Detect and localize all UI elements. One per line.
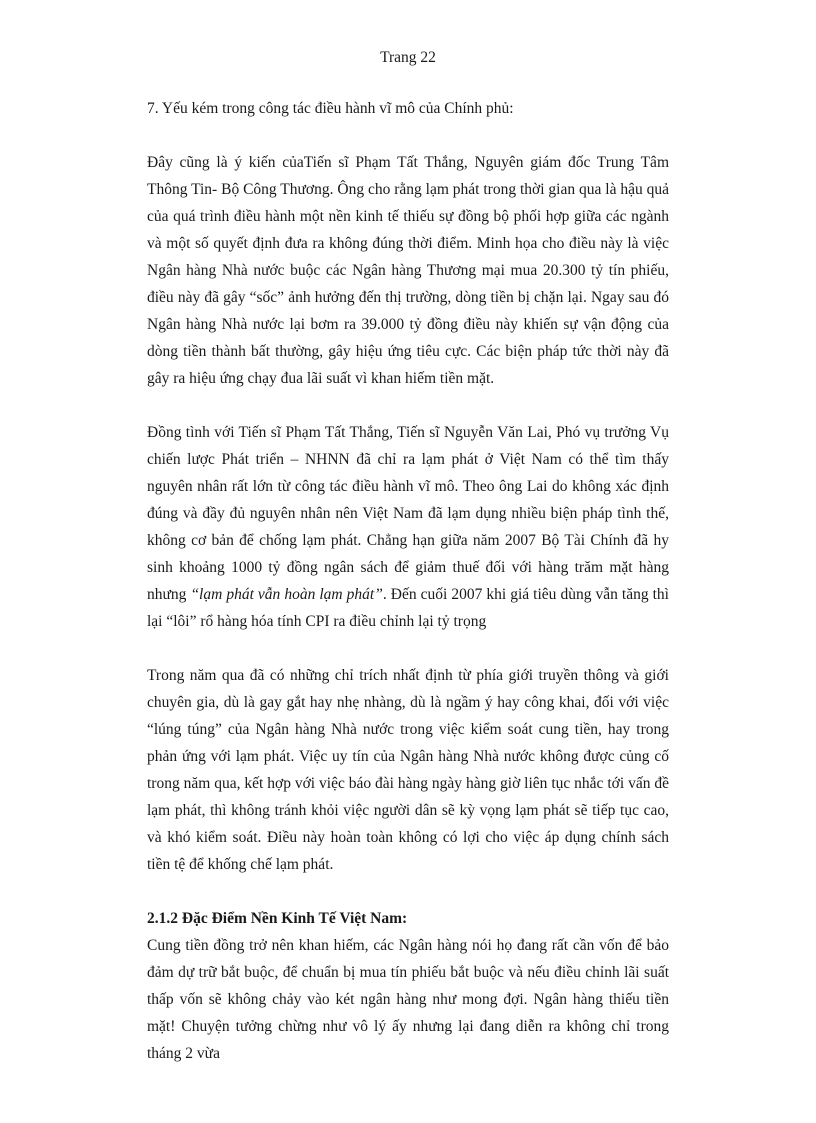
section-7-heading: 7. Yếu kém trong công tác điều hành vĩ mô của Chính phủ: <box>147 100 514 117</box>
paragraph-gap <box>147 878 669 905</box>
page-content <box>147 95 669 1067</box>
section-2-1-2-paragraph-1: Cung tiền đồng trở nên khan hiếm, các Ngân hàng nói họ đang rất cần vốn để bảo đảm dự trữ bắt buộc, để chuẩn bị mua tín phiếu bắt buộc và nếu điều chỉnh lãi suất thấp vốn sẽ không chảy vào két ngân hàng như mong đợi. Ngân hàng thiếu tiền mặt! Chuyện tưởng chừng như vô lý ấy nhưng lại đang diễn ra không chỉ trong tháng 2 vừa <box>147 937 669 1062</box>
section-2-1-2-heading: 2.1.2 Đặc Điểm Nền Kinh Tế Việt Nam: <box>147 910 408 927</box>
paragraph-gap <box>147 122 669 149</box>
page-number: Trang 22 <box>380 49 436 66</box>
paragraph-2-text-end: . Đến cuối 2007 khi giá tiêu dùng vẫn tăng thì lại “lôi” rổ hàng hóa tính CPI ra điều chỉnh lại tỷ trọng <box>147 586 669 630</box>
section-7-paragraph-3: Trong năm qua đã có những chỉ trích nhất định từ phía giới truyền thông và giới chuyên gia, dù là gay gắt hay nhẹ nhàng, dù là ngầm ý hay công khai, đối với việc “lúng túng” của Ngân hàng Nhà nước trong việc kiểm soát cung tiền, hay trong phản ứng với lạm phát. Việc uy tín của Ngân hàng Nhà nước không được củng cố trong năm qua, kết hợp với việc báo đài hàng ngày hàng giờ liên tục nhắc tới vấn đề lạm phát, thì không tránh khỏi việc người dân sẽ kỳ vọng lạm phát sẽ tiếp tục cao, và khó kiểm soát. Điều này hoàn toàn không có lợi cho việc áp dụng chính sách tiền tệ để khống chế lạm phát. <box>147 667 669 873</box>
paragraph-gap <box>147 392 669 419</box>
paragraph-2-text-start: Đồng tình với Tiến sĩ Phạm Tất Thắng, Tiến sĩ Nguyễn Văn Lai, Phó vụ trưởng Vụ chiến lược Phát triển – NHNN đã chỉ ra lạm phát ở Việt Nam có thể tìm thấy nguyên nhân rất lớn từ công tác điều hành vĩ mô. Theo ông Lai do không xác định đúng và đầy đủ nguyên nhân nên Việt Nam đã lạm dụng nhiều biện pháp tình thế, không cơ bản để chống lạm phát. Chẳng hạn giữa năm 2007 Bộ Tài Chính đã hy sinh khoảng 1000 tỷ đồng ngân sách để giảm thuế đối với hàng trăm mặt hàng nhưng <box>147 424 669 603</box>
paragraph-2-italic-quote: “lạm phát vẫn hoàn lạm phát” <box>190 586 383 603</box>
section-7-paragraph-2 <box>147 419 669 635</box>
paragraph-gap <box>147 635 669 662</box>
section-7-paragraph-1: Đây cũng là ý kiến củaTiến sĩ Phạm Tất Thắng, Nguyên giám đốc Trung Tâm Thông Tin- Bộ Công Thương. Ông cho rằng lạm phát trong thời gian qua là hậu quả của quá trình điều hành một nền kinh tế thiếu sự đồng bộ phối hợp giữa các ngành và một số quyết định đưa ra không đúng thời điểm. Minh họa cho điều này là việc Ngân hàng Nhà nước buộc các Ngân hàng Thương mại mua 20.300 tỷ tín phiếu, điều này đã gây “sốc” ảnh hưởng đến thị trường, dòng tiền bị chặn lại. Ngay sau đó Ngân hàng Nhà nước lại bơm ra 39.000 tỷ đồng điều này khiến sự vận động của dòng tiền thành bất thường, gây hiệu ứng tiêu cực. Các biện pháp tức thời này đã gây ra hiệu ứng chạy đua lãi suất vì khan hiếm tiền mặt. <box>147 154 669 387</box>
